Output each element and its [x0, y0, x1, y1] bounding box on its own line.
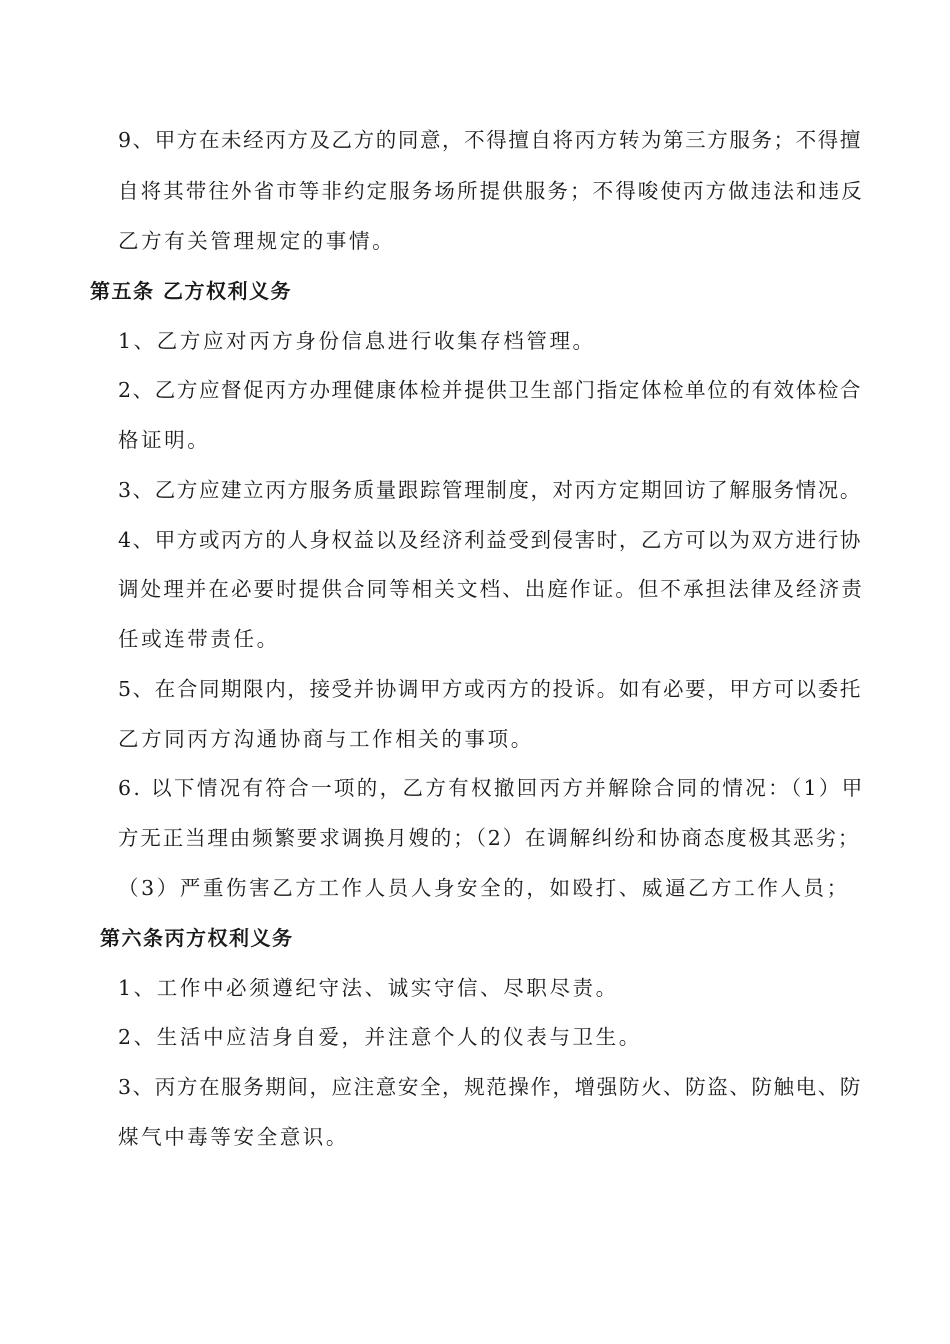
article-5-heading: 第五条 乙方权利义务 — [90, 279, 292, 303]
clause-5-6-line-1: 6. 以下情况有符合一项的，乙方有权撤回丙方并解除合同的情况：（1）甲 — [118, 776, 865, 800]
clause-4-9-line-3: 乙方有关管理规定的事情。 — [118, 229, 396, 253]
clause-5-3-line-1: 3、乙方应建立丙方服务质量跟踪管理制度，对丙方定期回访了解服务情况。 — [118, 478, 862, 502]
clause-4-9-line-1: 9、甲方在未经丙方及乙方的同意，不得擅自将丙方转为第三方服务；不得擅 — [118, 128, 862, 152]
clause-5-5-line-2: 乙方同丙方沟通协商与工作相关的事项。 — [118, 727, 534, 751]
clause-6-2-line-1: 2、生活中应洁身自爱，并注意个人的仪表与卫生。 — [118, 1025, 642, 1049]
clause-5-2-line-2: 格证明。 — [118, 428, 211, 452]
clause-5-4-line-1: 4、甲方或丙方的人身权益以及经济利益受到侵害时，乙方可以为双方进行协 — [118, 528, 862, 552]
clause-5-6-line-2: 方无正当理由频繁要求调换月嫂的；（2）在调解纠纷和协商态度极其恶劣； — [118, 826, 861, 850]
article-6-heading: 第六条丙方权利义务 — [100, 926, 294, 950]
clause-4-9-line-2: 自将其带往外省市等非约定服务场所提供服务；不得唆使丙方做违法和违反 — [118, 179, 864, 203]
clause-5-5-line-1: 5、在合同期限内，接受并协调甲方或丙方的投诉。如有必要，甲方可以委托 — [118, 677, 862, 701]
clause-5-4-line-3: 任或连带责任。 — [118, 627, 280, 651]
clause-5-4-line-2: 调处理并在必要时提供合同等相关文档、出庭作证。但不承担法律及经济责 — [118, 577, 864, 601]
clause-6-3-line-1: 3、丙方在服务期间，应注意安全，规范操作，增强防火、防盗、防触电、防 — [118, 1075, 862, 1099]
clause-5-1-line-1: 1、乙方应对丙方身份信息进行收集存档管理。 — [118, 329, 596, 353]
clause-6-1-line-1: 1、工作中必须遵纪守法、诚实守信、尽职尽责。 — [118, 976, 619, 1000]
clause-5-6-line-3: （3）严重伤害乙方工作人员人身安全的，如殴打、威逼乙方工作人员； — [118, 876, 850, 900]
clause-5-2-line-1: 2、乙方应督促丙方办理健康体检并提供卫生部门指定体检单位的有效体检合 — [118, 378, 862, 402]
clause-6-3-line-2: 煤气中毒等安全意识。 — [118, 1125, 349, 1149]
